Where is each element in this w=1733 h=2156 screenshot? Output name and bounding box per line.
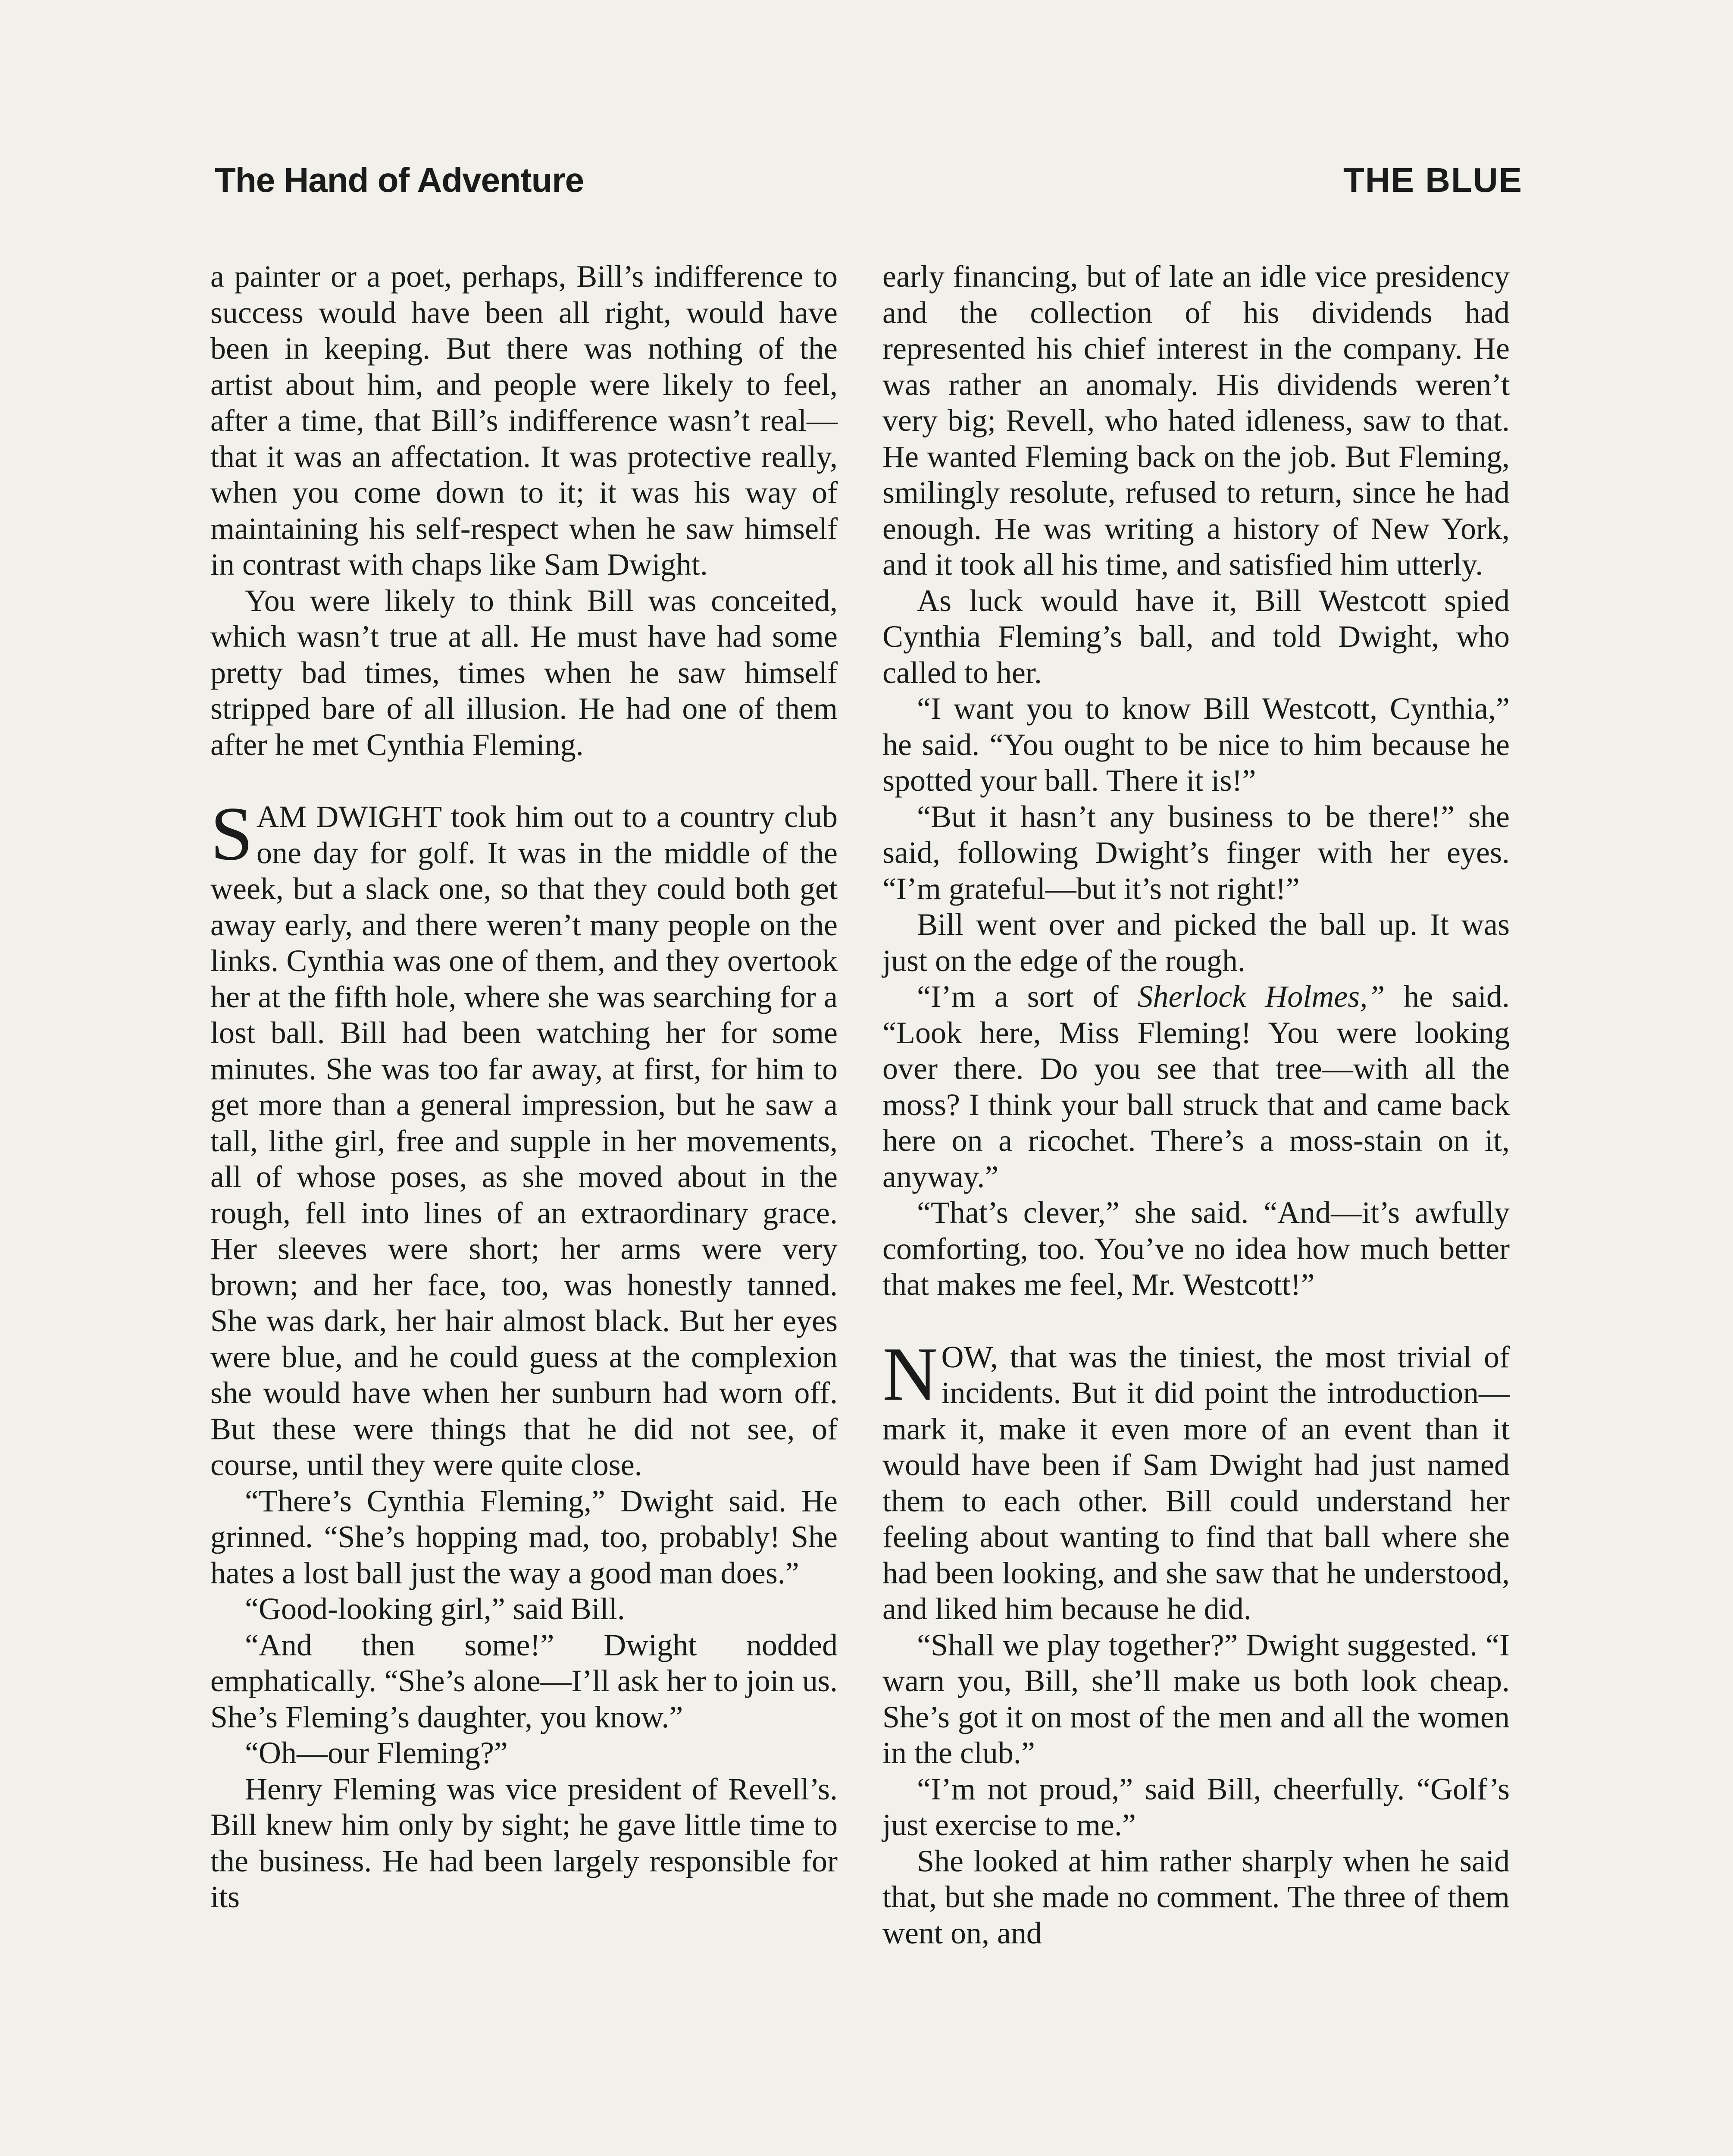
left-column — [210, 259, 838, 1915]
paragraph: “I want you to know Bill Westcott, Cynthia,” he said. “You ought to be nice to him because he spotted your ball. There it is!” — [882, 691, 1510, 798]
drop-cap: N — [882, 1331, 938, 1416]
paragraph-text: OW, that was the tiniest, the most trivial of incidents. But it did point the introduction—mark it, make it even more of an event than it would have been if Sam Dwight had just named them to each other. Bill could understand her feeling about wanting to find that ball where she had been looking, and she saw that he understood, and liked him because he did. — [882, 1339, 1510, 1626]
paragraph: a painter or a poet, perhaps, Bill’s indifference to success would have been all right, would have been in keeping. But there was nothing of the artist about him, and people were likely to feel, after a time, that Bill’s indifference wasn’t real—that it was an affectation. It was protective really, when you come down to it; it was his way of maintaining his self-respect when he saw himself in contrast with chaps like Sam Dwight. — [210, 259, 838, 582]
paragraph: She looked at him rather sharply when he said that, but she made no comment. The three of them went on, and — [882, 1843, 1510, 1950]
paragraph: “There’s Cynthia Fleming,” Dwight said. He grinned. “She’s hopping mad, too, probably! She hates a lost ball just the way a good man does.” — [210, 1483, 838, 1590]
section-paragraph — [882, 1331, 1510, 1627]
right-column — [882, 259, 1510, 1951]
paragraph: You were likely to think Bill was conceited, which wasn’t true at all. He must have had some pretty bad times, times when he saw himself stripped bare of all illusion. He had one of them after he met Cynthia Fleming. — [210, 583, 838, 762]
magazine-name: THE BLUE — [1343, 161, 1523, 199]
paragraph: Bill went over and picked the ball up. It was just on the edge of the rough. — [882, 907, 1510, 978]
paragraph-text: AM DWIGHT took him out to a country club one day for golf. It was in the middle of the week, but a slack one, so that they could both get away early, and there weren’t many people on the links. Cynthia was one of them, and they overtook her at the fifth hole, where she was searching for a lost ball. Bill had been watching her for some minutes. She was too far away, at first, for him to get more than a general impression, but he saw a tall, lithe girl, free and supple in her movements, all of whose poses, as she moved about in the rough, fell into lines of an extraordinary grace. Her sleeves were short; her arms were very brown; and her face, too, was honestly tanned. She was dark, her hair almost black. But her eyes were blue, and he could guess at the complexion she would have when her sunburn had worn off. But these were things that he did not see, of course, until they were quite close. — [210, 799, 838, 1482]
story-title: The Hand of Adventure — [215, 161, 584, 199]
italic-name: Sherlock Holmes,” — [1137, 979, 1385, 1014]
paragraph: early financing, but of late an idle vice presidency and the collection of his dividends had represented his chief interest in the company. He was rather an anomaly. His dividends weren’t very big; Revell, who hated idleness, saw to that. He wanted Fleming back on the job. But Fleming, smilingly resolute, refused to return, since he had enough. He was writing a history of New York, and it took all his time, and satisfied him utterly. — [882, 259, 1510, 582]
paragraph: Henry Fleming was vice president of Revell’s. Bill knew him only by sight; he gave little time to the business. He had been largely responsible for its — [210, 1771, 838, 1914]
paragraph-text: he said. “Look here, Miss Fleming! You were looking over there. Do you see that tree—with all the moss? I think your ball struck that and came back here on a ricochet. There’s a moss-stain on it, anyway.” — [882, 979, 1510, 1194]
paragraph: “Good-looking girl,” said Bill. — [245, 1592, 625, 1626]
paragraph: “I’m not proud,” said Bill, cheerfully. “Golf’s just exercise to me.” — [882, 1771, 1510, 1842]
paragraph: “Oh—our Fleming?” — [245, 1736, 508, 1770]
paragraph: As luck would have it, Bill Westcott spied Cynthia Fleming’s ball, and told Dwight, who called to her. — [882, 583, 1510, 690]
paragraph: “Shall we play together?” Dwight suggested. “I warn you, Bill, she’ll make us both look cheap. She’s got it on most of the men and all the women in the club.” — [882, 1627, 1510, 1770]
paragraph: “That’s clever,” she said. “And—it’s awfully comforting, too. You’ve no idea how much better that makes me feel, Mr. Westcott!” — [882, 1195, 1510, 1302]
paragraph-text: “I’m a sort of — [917, 979, 1138, 1014]
paragraph: “But it hasn’t any business to be there!” she said, following Dwight’s finger with her eyes. “I’m grateful—but it’s not right!” — [882, 799, 1510, 906]
paragraph — [882, 979, 1510, 1195]
paragraph: “And then some!” Dwight nodded emphatically. “She’s alone—I’ll ask her to join us. She’s Fleming’s daughter, you know.” — [210, 1627, 838, 1734]
section-paragraph — [210, 791, 838, 1483]
drop-cap: S — [210, 791, 253, 876]
